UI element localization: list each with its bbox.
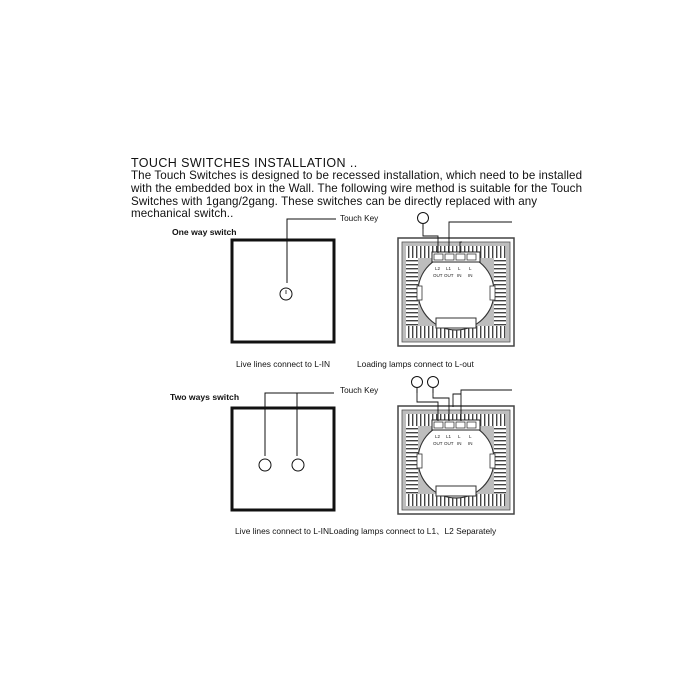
one-way-title: One way switch — [172, 227, 237, 237]
tw-term-l1: L1 — [446, 434, 452, 439]
intro-line-1: The Touch Switches is designed to be recessed installation, which need to be installed — [131, 169, 583, 182]
two-way-lamp-2-icon — [428, 377, 439, 388]
ow-term-l2: L2 — [435, 266, 441, 271]
ow-sub-2: OUT — [444, 273, 454, 278]
ow-term-l1: L1 — [446, 266, 452, 271]
one-way-caption-left: Live lines connect to L-IN — [236, 359, 331, 369]
intro-line-2: with the embedded box in the Wall. The following wire method is suitable for the Touch — [131, 182, 583, 195]
two-way-back-box — [398, 377, 514, 515]
intro-line-4: mechanical switch.. — [131, 207, 234, 220]
two-way-lamp-1-icon — [412, 377, 423, 388]
ow-term-l: L — [458, 266, 461, 271]
ow-sub-4: IN — [468, 273, 473, 278]
ow-sub-3: IN — [457, 273, 462, 278]
two-way-touch-key-label: Touch Key — [340, 386, 379, 395]
one-way-touch-key-label: Touch Key — [340, 214, 379, 223]
ow-sub-1: OUT — [433, 273, 443, 278]
tw-sub-1: OUT — [433, 441, 443, 446]
ow-term-l-2: L — [469, 266, 472, 271]
one-way-back-box — [398, 213, 514, 347]
one-way-caption-right: Loading lamps connect to L-out — [357, 359, 474, 369]
tw-term-l2: L2 — [435, 434, 441, 439]
one-way-front-panel — [232, 219, 336, 342]
one-way-lamp-icon — [418, 213, 429, 224]
tw-term-l: L — [458, 434, 461, 439]
tw-sub-3: IN — [457, 441, 462, 446]
tw-term-l-2: L — [469, 434, 472, 439]
page-title: TOUCH SWITCHES INSTALLATION .. — [131, 156, 358, 170]
tw-sub-2: OUT — [444, 441, 454, 446]
two-way-title: Two ways switch — [170, 392, 240, 402]
two-way-caption: Live lines connect to L-INLoading lamps connect to L1、L2 Separately — [235, 526, 497, 536]
intro-line-3: Switches with 1gang/2gang. These switches can be directly replaced with any — [131, 195, 538, 208]
tw-sub-4: IN — [468, 441, 473, 446]
two-way-front-panel — [232, 393, 334, 510]
